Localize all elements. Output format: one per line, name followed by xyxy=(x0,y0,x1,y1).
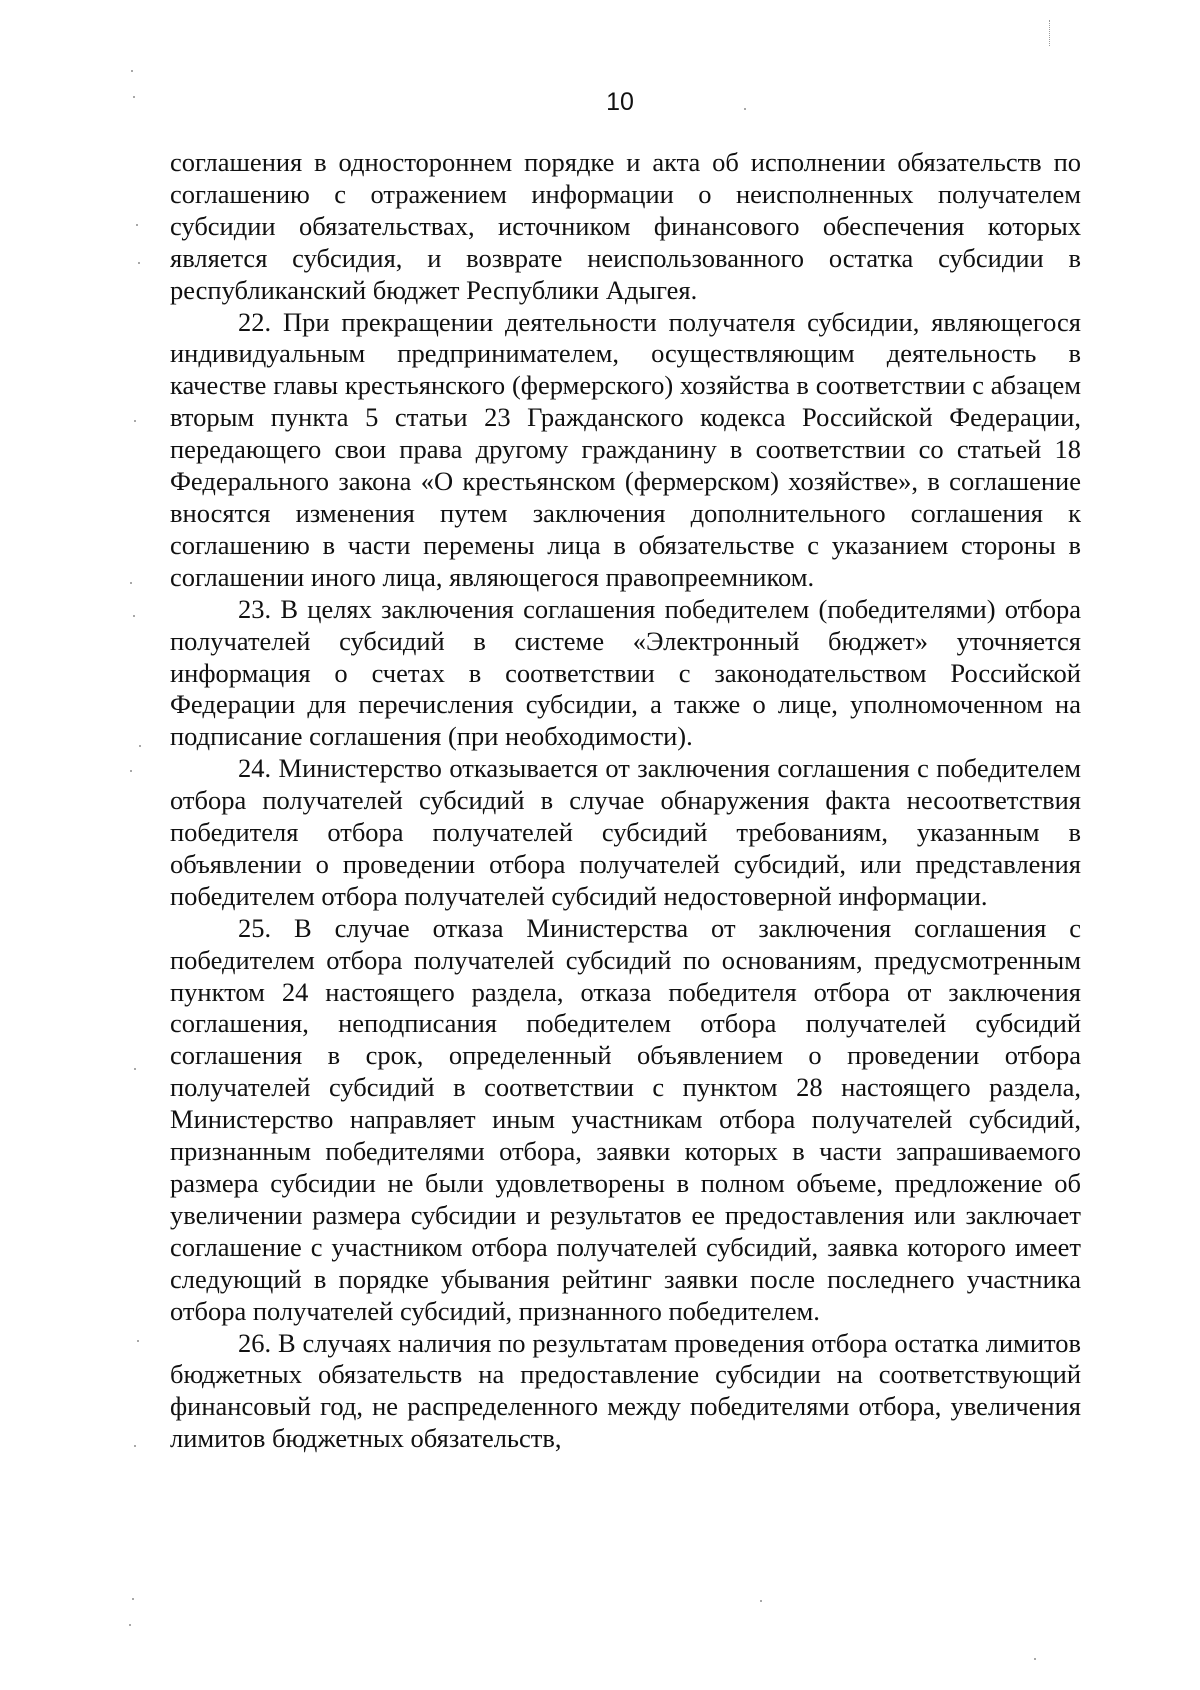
paragraph-24: 24. Министерство отказывается от заключения соглашения с победителем отбора получателей субсидий в случае обнаружения факта несоответствия победителя отбора получателей субсидий требованиям, указанным в объявлении о проведении отбора получателей субсидий, или представления победителем отбора получателей субсидий недостоверной информации. xyxy=(170,753,1081,911)
paragraph-26: 26. В случаях наличия по результатам проведения отбора остатка лимитов бюджетных обязательств на предоставление субсидии на соответствующий финансовый год, не распределенного между победителями отбора, увеличения лимитов бюджетных обязательств, xyxy=(170,1327,1081,1454)
page-number: 10 xyxy=(606,88,634,116)
scan-mark xyxy=(1049,20,1051,46)
paragraph-25: 25. В случае отказа Министерства от заключения соглашения с победителем отбора получателей субсидий по основаниям, предусмотренным пунктом 24 настоящего раздела, отказа победителя отбора от заключения соглашения, неподписания победителем отбора получателей субсидий соглашения в срок, определенный объявлением о проведении отбора получателей субсидий в соответствии с пунктом 28 настоящего раздела, Министерство направляет иным участникам отбора получателей субсидий, признанным победителями отбора, заявки которых в части запрашиваемого размера субсидии не были удовлетворены в полном объеме, предложение об увеличении размера субсидии и результатов ее предоставления или заключает соглашение с участником отбора получателей субсидий, заявка которого имеет следующий в порядке убывания рейтинг заявки после последнего участника отбора получателей субсидий, признанного победителем. xyxy=(170,912,1081,1326)
paragraph-continuation: соглашения в одностороннем порядке и акта об исполнении обязательств по соглашению с отражением информации о неисполненных получателем субсидии обязательствах, источником финансового обеспечения которых является субсидия, и возврате неиспользованного остатка субсидии в республиканский бюджет Республики Адыгея. xyxy=(170,147,1081,305)
paragraph-22: 22. При прекращении деятельности получателя субсидии, являющегося индивидуальным предпринимателем, осуществляющим деятельность в качестве главы крестьянского (фермерского) хозяйства в соответствии с абзацем вторым пункта 5 статьи 23 Гражданского кодекса Российской Федерации, передающего свои права другому гражданину в соответствии со статьей 18 Федерального закона «О крестьянском (фермерском) хозяйстве», в соглашение вносятся изменения путем заключения дополнительного соглашения к соглашению в части перемены лица в обязательстве с указанием стороны в соглашении иного лица, являющегося правопреемником. xyxy=(170,306,1081,592)
paragraph-23: 23. В целях заключения соглашения победителем (победителями) отбора получателей субсидий в системе «Электронный бюджет» уточняется информация о счетах в соответствии с законодательством Российской Федерации для перечисления субсидии, а также о лице, уполномоченном на подписание соглашения (при необходимости). xyxy=(170,593,1081,752)
document-body xyxy=(170,147,1081,1455)
